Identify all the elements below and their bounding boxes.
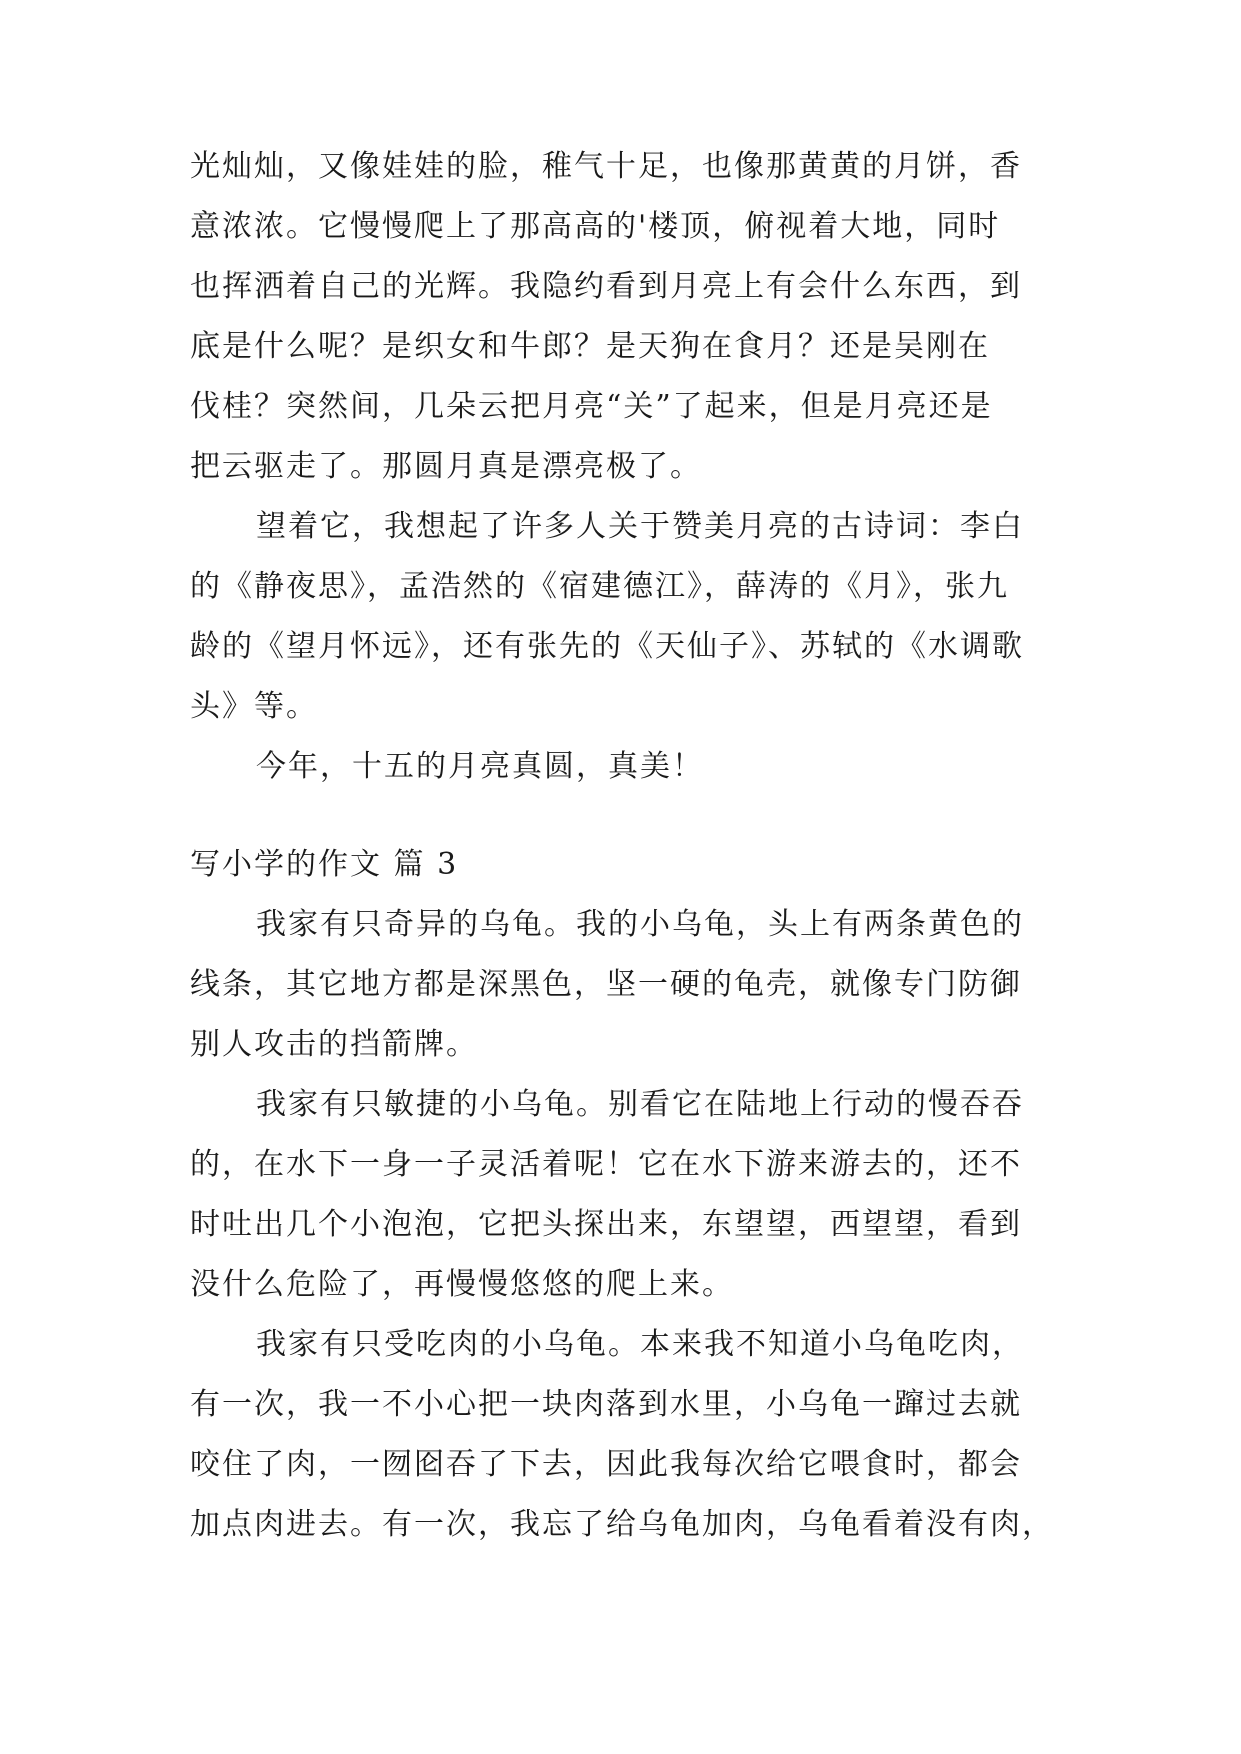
paragraph-conclusion bbox=[190, 737, 1070, 797]
paragraph-moon-description bbox=[190, 137, 1070, 497]
text-line: 意浓浓。它慢慢爬上了那高高的'楼顶，俯视着大地，同时 bbox=[190, 209, 1001, 244]
paragraph-turtle-agile bbox=[190, 1075, 1070, 1315]
text-line: 的《静夜思》，孟浩然的《宿建德江》，薛涛的《月》，张九 bbox=[190, 569, 1009, 604]
text-line: 时吐出几个小泡泡，它把头探出来，东望望，西望望，看到 bbox=[190, 1207, 1022, 1242]
text-line: 底是什么呢？是织女和牛郎？是天狗在食月？还是吴刚在 bbox=[190, 329, 990, 364]
text-line: 咬住了肉，一囫囵吞了下去，因此我每次给它喂食时，都会 bbox=[190, 1447, 1022, 1482]
text-line: 也挥洒着自己的光辉。我隐约看到月亮上有会什么东西，到 bbox=[190, 269, 1022, 304]
text-line: 光灿灿，又像娃娃的脸，稚气十足，也像那黄黄的月饼，香 bbox=[190, 149, 1022, 184]
section-title: 写小学的作文 篇 3 bbox=[190, 847, 459, 882]
paragraph-poems bbox=[190, 497, 1070, 737]
text-line: 的，在水下一身一子灵活着呢！它在水下游来游去的，还不 bbox=[190, 1147, 1022, 1182]
text-line: 有一次，我一不小心把一块肉落到水里，小乌龟一蹿过去就 bbox=[190, 1387, 1022, 1422]
text-line: 我家有只奇异的乌龟。我的小乌龟，头上有两条黄色的 bbox=[256, 907, 1024, 942]
paragraph-turtle-appearance bbox=[190, 895, 1070, 1075]
paragraph-turtle-meat bbox=[190, 1315, 1070, 1555]
text-line: 头》等。 bbox=[190, 689, 318, 724]
section-spacer bbox=[190, 797, 1070, 835]
text-line: 我家有只敏捷的小乌龟。别看它在陆地上行动的慢吞吞 bbox=[256, 1087, 1024, 1122]
text-line: 我家有只受吃肉的小乌龟。本来我不知道小乌龟吃肉， bbox=[256, 1327, 1024, 1362]
text-line: 把云驱走了。那圆月真是漂亮极了。 bbox=[190, 449, 702, 484]
text-line: 加点肉进去。有一次，我忘了给乌龟加肉，乌龟看着没有肉， bbox=[190, 1507, 1054, 1542]
text-line: 没什么危险了，再慢慢悠悠的爬上来。 bbox=[190, 1267, 734, 1302]
text-line: 别人攻击的挡箭牌。 bbox=[190, 1027, 478, 1062]
text-line: 龄的《望月怀远》，还有张先的《天仙子》、苏轼的《水调歌 bbox=[190, 629, 1024, 664]
text-line: 望着它，我想起了许多人关于赞美月亮的古诗词：李白 bbox=[256, 509, 1024, 544]
document-body bbox=[190, 137, 1070, 1555]
text-line: 伐桂？突然间，几朵云把月亮“关”了起来，但是月亮还是 bbox=[190, 389, 993, 424]
text-line: 线条，其它地方都是深黑色，坚一硬的龟壳，就像专门防御 bbox=[190, 967, 1022, 1002]
text-line: 今年，十五的月亮真圆，真美！ bbox=[256, 749, 704, 784]
